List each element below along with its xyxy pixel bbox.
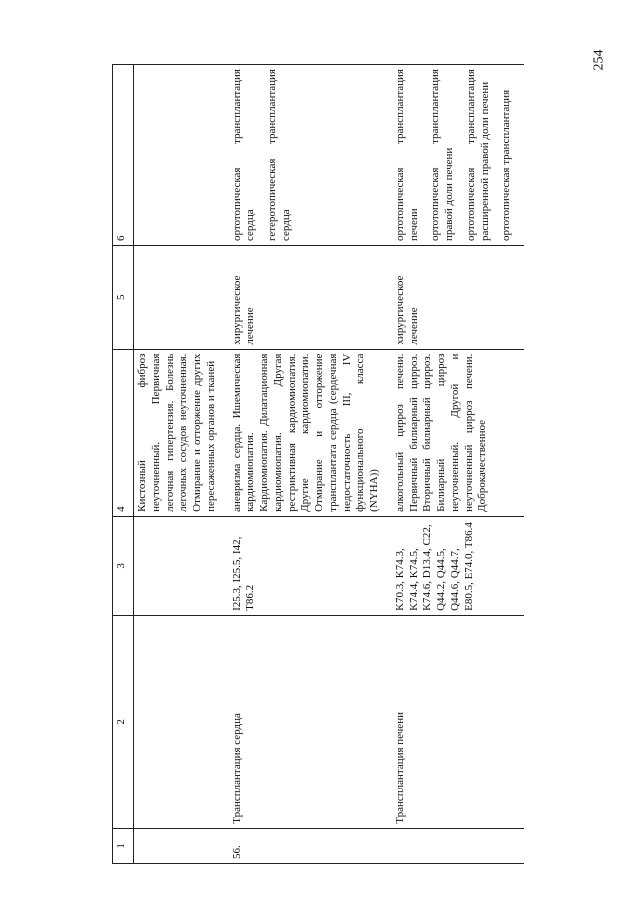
method-item: ортотопическая трансплантация правой доли печени [429,69,455,242]
procedure-name: Трансплантация сердца [229,615,384,828]
treatment-type: хирургическое лечение [392,246,524,350]
diagnosis-text: Кистозный фиброз неуточненный. Первичная легочная гипертензия. Болезнь легочных сосудов неуточненная. Отмирание и отторжение других пересаженных органов и тканей [134,349,221,516]
icd-codes: K70.3, K74.3, K74.4, K74.5, K74.6, D13.4, C22, Q44.2, Q44.5, Q44.6, Q44.7, E80.5, E74.0, T86.4 [392,516,524,615]
treatment-type [134,246,221,350]
rotated-table-sheet [112,64,640,864]
treatment-methods [392,65,524,246]
header-col-3: 3 [113,516,134,615]
treatment-methods [134,65,221,246]
diagnosis-text: алкогольный цирроз печени. Первичный билиарный цирроз. Вторичный билиарный цирроз. Билиарный цирроз неуточненный. Другой и неуточненный цирроз печени. Доброкачественное [392,349,524,516]
header-col-6: 6 [113,65,134,246]
header-col-5: 5 [113,246,134,350]
procedure-name: Трансплантация печени [392,615,524,828]
table-header-row [113,65,134,864]
row-number [392,828,524,863]
row-number [134,828,221,863]
method-item: ортотопическая трансплантация [500,89,513,242]
header-col-1: 1 [113,828,134,863]
method-item: ортотопическая трансплантация печени [393,69,420,242]
diagnosis-text: аневризма сердца. Ишемическая кардиомиопатия. Кардиомиопатия. Дилатационная кардиомиопатия. Другая рестриктивная кардиомиопатия. Другие кардиомиопатии. Отмирание и отторжение трансплантата сердца (сердечная недостаточность III, IV функционального класса (NYHA)) [229,349,384,516]
header-col-2: 2 [113,615,134,828]
method-item: ортотопическая трансплантация сердца [230,69,257,242]
icd-codes: I25.3, I25.5, I42, T86.2 [229,516,384,615]
icd-codes [134,516,221,615]
treatment-type: хирургическое лечение [229,246,384,350]
table-row [392,65,524,864]
row-number: 56. [229,828,384,863]
method-item: гетеротопическая трансплантация сердца [266,69,292,242]
table-row [134,65,221,864]
method-item: ортотопическая трансплантация расширенной правой доли печени [464,69,491,242]
header-col-4: 4 [113,349,134,516]
treatment-methods [229,65,384,246]
procedure-name [134,615,221,828]
page-number: 254 [591,49,607,71]
table-row [229,65,384,864]
procedures-table [112,64,524,864]
